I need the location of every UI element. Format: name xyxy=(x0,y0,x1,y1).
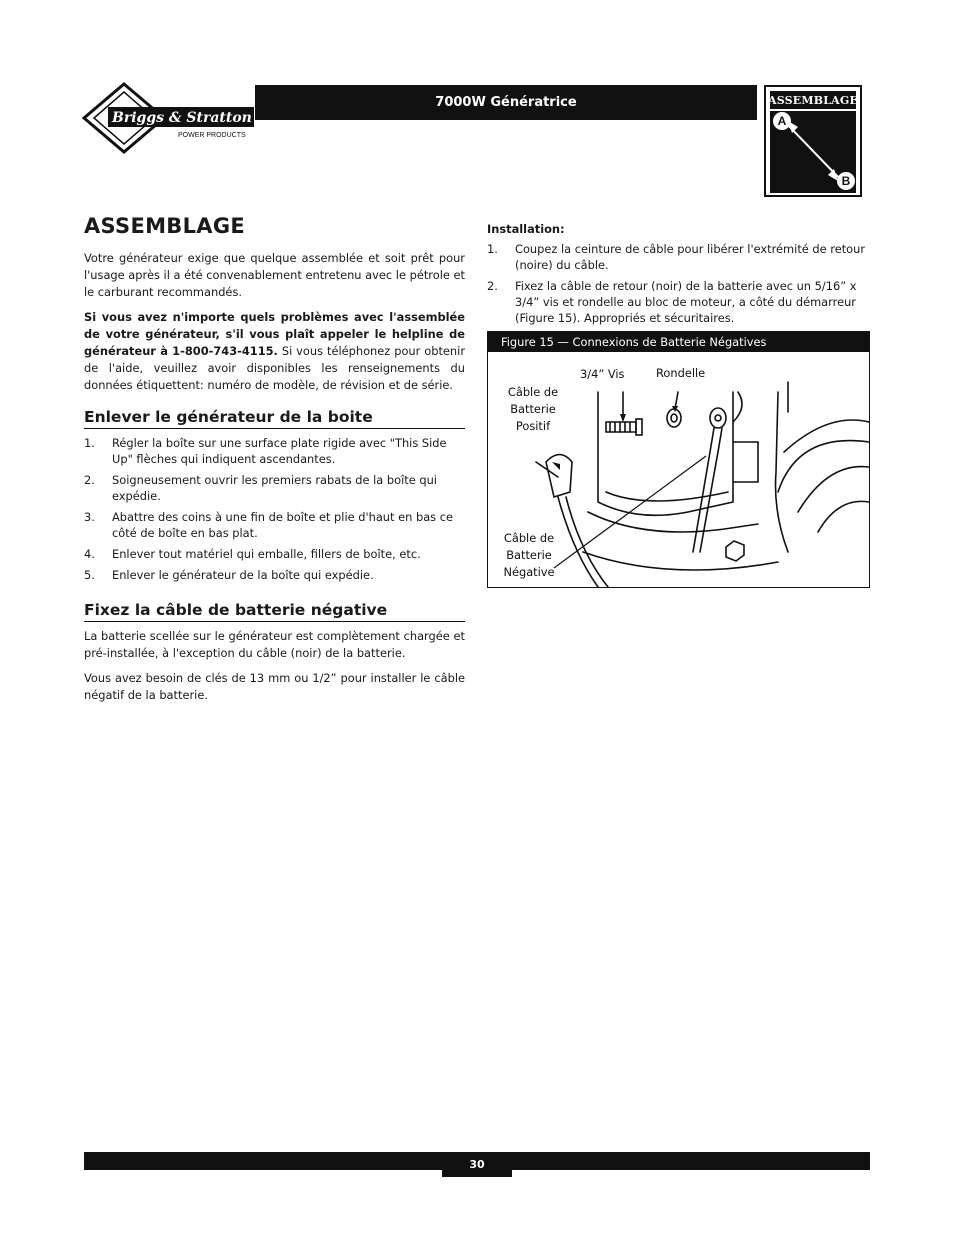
step-text: Enlever le générateur de la boîte qui expédie. xyxy=(112,568,374,582)
list-item xyxy=(84,509,465,541)
label-positive-cable: Câble de Batterie Positif xyxy=(507,385,559,433)
section-heading-battery: Fixez la câble de batterie négative xyxy=(84,601,465,622)
step-number: 1. xyxy=(487,242,498,256)
brand-logo xyxy=(82,82,254,154)
installation-steps-list xyxy=(487,241,870,326)
point-a-label: A xyxy=(777,114,787,128)
section-heading-unpack: Enlever le générateur de la boite xyxy=(84,408,465,429)
installation-label: Installation: xyxy=(487,222,565,236)
label-negative-cable: Câble de Batterie Négative xyxy=(503,531,555,579)
list-item xyxy=(84,472,465,504)
helpline-bold: Si vous avez n'importe quels problèmes avec l'assemblée de votre générateur, s'il vous plaît appeler le helpline de générateur à 1-800-743-4115. xyxy=(84,310,465,358)
list-item xyxy=(487,241,870,273)
list-item xyxy=(487,278,870,326)
step-number: 3. xyxy=(84,510,95,524)
intro-paragraph: Votre générateur exige que quelque assemblée et soit prêt pour l'usage après il a été convenablement entretenu avec le pétrole et le carburant recommandés. xyxy=(84,251,465,299)
battery-paragraph-2: Vous avez besoin de clés de 13 mm ou 1/2” pour installer le câble négatif de la batterie. xyxy=(84,671,465,702)
battery-paragraph-1: La batterie scellée sur le générateur est complètement chargée et pré-installée, à l'exception du câble (noir) de la batterie. xyxy=(84,629,465,660)
list-item xyxy=(84,435,465,467)
figure-caption: Figure 15 — Connexions de Batterie Négatives xyxy=(488,332,869,352)
step-text: Fixez la câble de retour (noir) de la batterie avec un 5/16” x 3/4” vis et rondelle au bloc de moteur, a côté du démarreur (Figure 15). Appropriés et sécuritaires. xyxy=(515,279,857,325)
left-column xyxy=(84,214,465,712)
page-heading: ASSEMBLAGE xyxy=(84,214,246,238)
step-text: Soigneusement ouvrir les premiers rabats de la boîte qui expédie. xyxy=(112,473,437,503)
list-item xyxy=(84,546,465,562)
step-number: 4. xyxy=(84,547,95,561)
unpack-steps-list xyxy=(84,435,465,583)
list-item xyxy=(84,567,465,583)
step-text: Régler la boîte sur une surface plate rigide avec "This Side Up" flèches qui indiquent ascendantes. xyxy=(112,436,447,466)
doc-title-bar xyxy=(255,85,757,120)
step-number: 1. xyxy=(84,436,95,450)
step-text: Coupez la ceinture de câble pour libérer l'extrémité de retour (noire) du câble. xyxy=(515,242,866,272)
step-text: Abattre des coins à une fin de boîte et plie d'haut en bas ce côté de boîte en bas plat. xyxy=(112,510,453,540)
logo-sub-text: POWER PRODUCTS xyxy=(178,132,246,139)
point-b-label: B xyxy=(841,174,851,188)
step-text: Enlever tout matériel qui emballe, fillers de boîte, etc. xyxy=(112,547,421,561)
right-column xyxy=(487,221,870,331)
logo-brand-text: Briggs & Stratton xyxy=(112,110,252,126)
page-number: 30 xyxy=(442,1152,512,1177)
section-tab xyxy=(764,85,862,197)
step-number: 5. xyxy=(84,568,95,582)
assembly-ab-icon xyxy=(770,111,856,193)
helpline-rest: Si vous téléphonez pour obtenir de l'aide, veuillez avoir disponibles les renseignements du données étiquettent: numéro de modèle, de révision et de série. xyxy=(84,344,465,392)
label-washer: Rondelle xyxy=(656,366,706,380)
doc-title: 7000W Génératrice xyxy=(435,95,577,110)
figure-15 xyxy=(487,331,870,588)
label-screw: 3/4” Vis xyxy=(580,367,625,381)
step-number: 2. xyxy=(487,279,498,293)
helpline-paragraph xyxy=(84,309,465,394)
section-tab-label: ASSEMBLAGE xyxy=(770,91,856,109)
step-number: 2. xyxy=(84,473,95,487)
